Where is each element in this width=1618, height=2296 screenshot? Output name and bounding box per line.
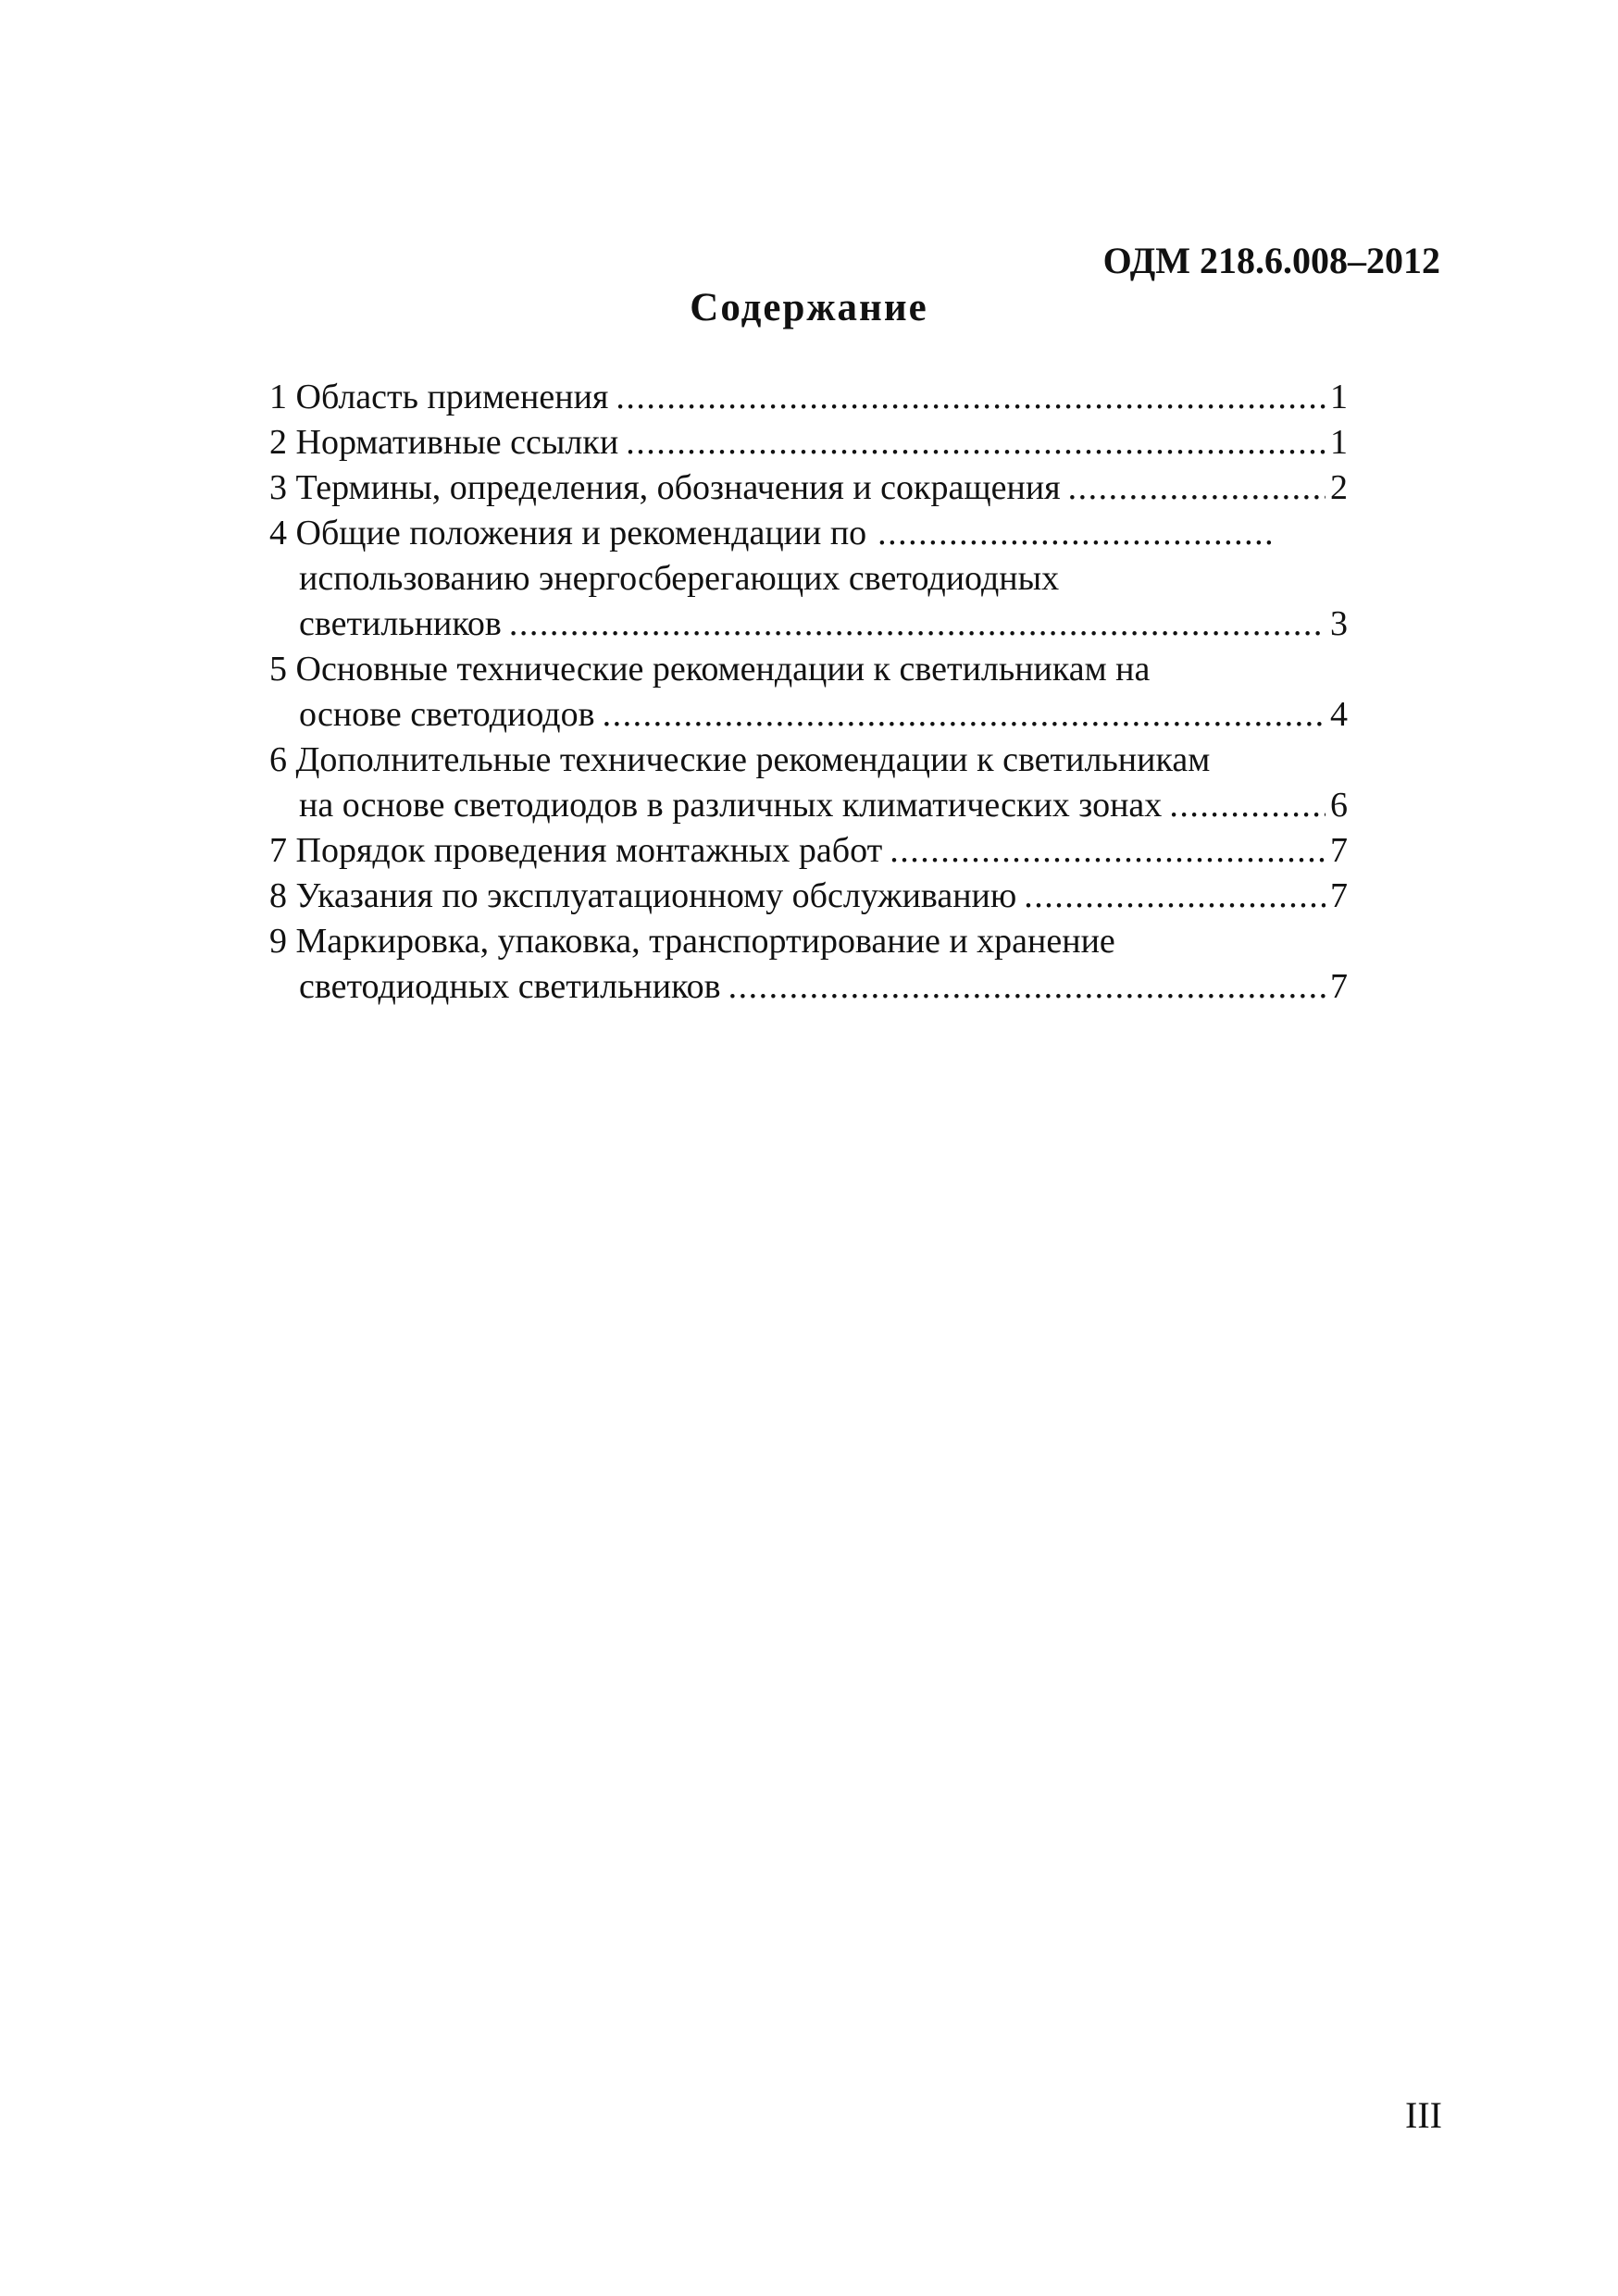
dot-leader	[1068, 465, 1326, 511]
toc-entry-page: 1	[1330, 423, 1348, 462]
toc-entry-label: 6 Дополнительные технические рекомендации к светильникам	[269, 740, 1211, 779]
toc-entry-label: 8 Указания по эксплуатационному обслуживанию	[269, 876, 1017, 915]
toc-entry-page: 1	[1330, 378, 1348, 416]
toc-entry-page: 6	[1330, 786, 1348, 825]
dot-leader	[728, 964, 1326, 1010]
toc-entry-2[interactable]	[269, 420, 1348, 465]
toc-entry-line	[269, 511, 1348, 556]
toc-entry-line	[269, 964, 1348, 1010]
table-of-contents	[269, 375, 1348, 1010]
dot-leader	[603, 692, 1326, 738]
toc-entry-label: использованию энергосберегающих светодиодных	[299, 559, 1060, 598]
toc-entry-label: 1 Область применения	[269, 378, 609, 416]
document-code: ОДМ 218.6.008–2012	[1102, 240, 1440, 281]
toc-entry-label: 4 Общие положения и рекомендации по	[269, 514, 867, 552]
dot-leader	[509, 602, 1326, 647]
toc-entry-label: 9 Маркировка, упаковка, транспортирование и хранение	[269, 922, 1115, 961]
toc-entry-6[interactable]	[269, 738, 1348, 828]
dot-leader	[890, 828, 1326, 874]
toc-entry-label: светодиодных светильников	[299, 967, 721, 1006]
toc-entry-1[interactable]	[269, 375, 1348, 420]
toc-entry-page: 4	[1330, 695, 1348, 734]
toc-entry-page: 7	[1330, 876, 1348, 915]
toc-entry-9[interactable]	[269, 919, 1348, 1010]
dot-leader	[626, 420, 1326, 465]
toc-entry-5[interactable]	[269, 647, 1348, 738]
toc-entry-label: на основе светодиодов в различных климатических зонах	[299, 786, 1163, 825]
toc-entry-line	[269, 919, 1348, 964]
toc-entry-line	[269, 647, 1348, 692]
toc-entry-line	[269, 602, 1348, 647]
toc-entry-label: основе светодиодов	[299, 695, 595, 734]
toc-entry-label: 5 Основные технические рекомендации к светильникам на	[269, 650, 1151, 689]
dot-leader	[1169, 783, 1326, 828]
toc-entry-8[interactable]	[269, 874, 1348, 919]
toc-entry-page: 7	[1330, 831, 1348, 870]
toc-entry-4[interactable]	[269, 511, 1348, 647]
dot-leader	[1024, 874, 1326, 919]
toc-entry-line	[269, 556, 1348, 602]
toc-entry-3[interactable]	[269, 465, 1348, 511]
toc-entry-page: 7	[1330, 967, 1348, 1006]
toc-entry-page: 2	[1330, 468, 1348, 507]
page-number: III	[1405, 2094, 1442, 2136]
toc-entry-label: 7 Порядок проведения монтажных работ	[269, 831, 883, 870]
dot-leader	[877, 511, 1276, 556]
toc-entry-label: 3 Термины, определения, обозначения и сокращения	[269, 468, 1061, 507]
toc-entry-line	[269, 783, 1348, 828]
dot-leader	[616, 375, 1326, 420]
toc-entry-label: светильников	[299, 604, 502, 643]
toc-entry-line	[269, 738, 1348, 783]
toc-entry-label: 2 Нормативные ссылки	[269, 423, 619, 462]
toc-entry-line	[269, 692, 1348, 738]
toc-entry-7[interactable]	[269, 828, 1348, 874]
toc-title: Содержание	[690, 286, 928, 329]
toc-entry-page: 3	[1330, 604, 1348, 643]
